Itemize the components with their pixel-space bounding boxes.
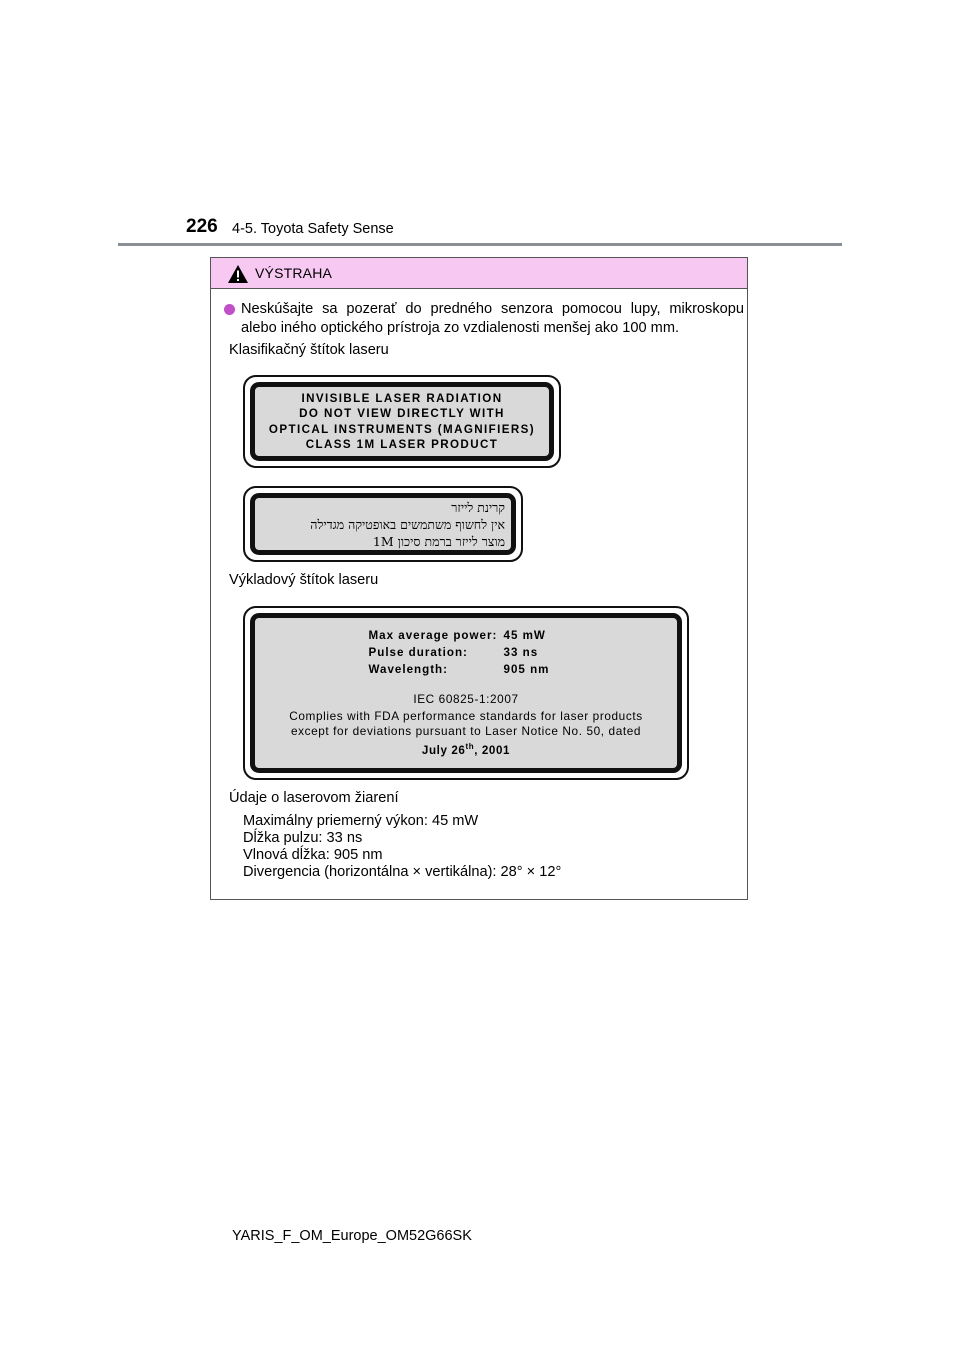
- label-line: קרינת לייזר: [451, 499, 505, 515]
- warning-title: VÝSTRAHA: [255, 265, 333, 281]
- radiation-data-item: Maximálny priemerný výkon: 45 mW: [243, 813, 479, 829]
- radiation-data-item: Divergencia (horizontálna × vertikálna): 28° × 12°: [243, 864, 562, 880]
- class-label-english: [243, 375, 561, 468]
- spec-value: 45 mW: [503, 629, 546, 643]
- bullet-icon: [224, 304, 235, 315]
- warning-box: [210, 257, 748, 900]
- label-line: INVISIBLE LASER RADIATION: [301, 391, 503, 405]
- warning-bullet: [224, 300, 744, 338]
- section-title: 4-5. Toyota Safety Sense: [232, 221, 394, 237]
- compliance-text: except for deviations pursuant to Laser Notice No. 50, dated: [290, 724, 642, 739]
- date-year: , 2001: [474, 743, 511, 757]
- label-line: OPTICAL INSTRUMENTS (MAGNIFIERS): [268, 422, 536, 436]
- explanatory-label-heading: Výkladový štítok laseru: [229, 572, 379, 588]
- radiation-heading: Údaje o laserovom žiarení: [229, 790, 399, 806]
- page-number: 226: [186, 216, 218, 237]
- radiation-data-item: Vlnová dĺžka: 905 nm: [243, 847, 383, 863]
- spec-row: [369, 644, 564, 661]
- label-line: CLASS 1M LASER PRODUCT: [305, 438, 499, 451]
- label-line: אין לחשוף משתמשים באופטיקה מגדילה: [310, 516, 505, 532]
- radiation-data-item: Dĺžka pulzu: 33 ns: [243, 830, 363, 846]
- spec-row: [369, 627, 564, 644]
- warning-triangle-icon: [227, 264, 249, 284]
- label-line: DO NOT VIEW DIRECTLY WITH: [299, 407, 505, 420]
- spec-key: Wavelength:: [368, 663, 448, 677]
- document-code: YARIS_F_OM_Europe_OM52G66SK: [232, 1228, 472, 1244]
- explanatory-label: [243, 606, 689, 780]
- date-sup: th: [465, 742, 475, 752]
- spec-value: 905 nm: [503, 663, 550, 677]
- spec-row: [369, 661, 564, 678]
- bullet-text: Neskúšajte sa pozerať do predného senzora pomocou lupy, mikroskopu alebo iného optického prístroja zo vzdialenosti menšej ako 100 mm.: [241, 301, 744, 336]
- spec-key: Max average power:: [368, 629, 498, 643]
- class-label-hebrew: [243, 486, 523, 562]
- standard-text: IEC 60825-1:2007: [413, 692, 519, 707]
- spec-value: 33 ns: [503, 646, 539, 660]
- class-label-heading: Klasifikačný štítok laseru: [229, 342, 389, 358]
- spec-key: Pulse duration:: [368, 646, 468, 660]
- date-main: July 26: [421, 743, 466, 757]
- compliance-date: [422, 739, 510, 759]
- warning-header: [211, 258, 747, 289]
- header-rule: [118, 243, 842, 246]
- compliance-text: Complies with FDA performance standards for laser products: [289, 709, 643, 724]
- label-line: מוצר לייזר ברמת סיכון 1M: [372, 533, 505, 549]
